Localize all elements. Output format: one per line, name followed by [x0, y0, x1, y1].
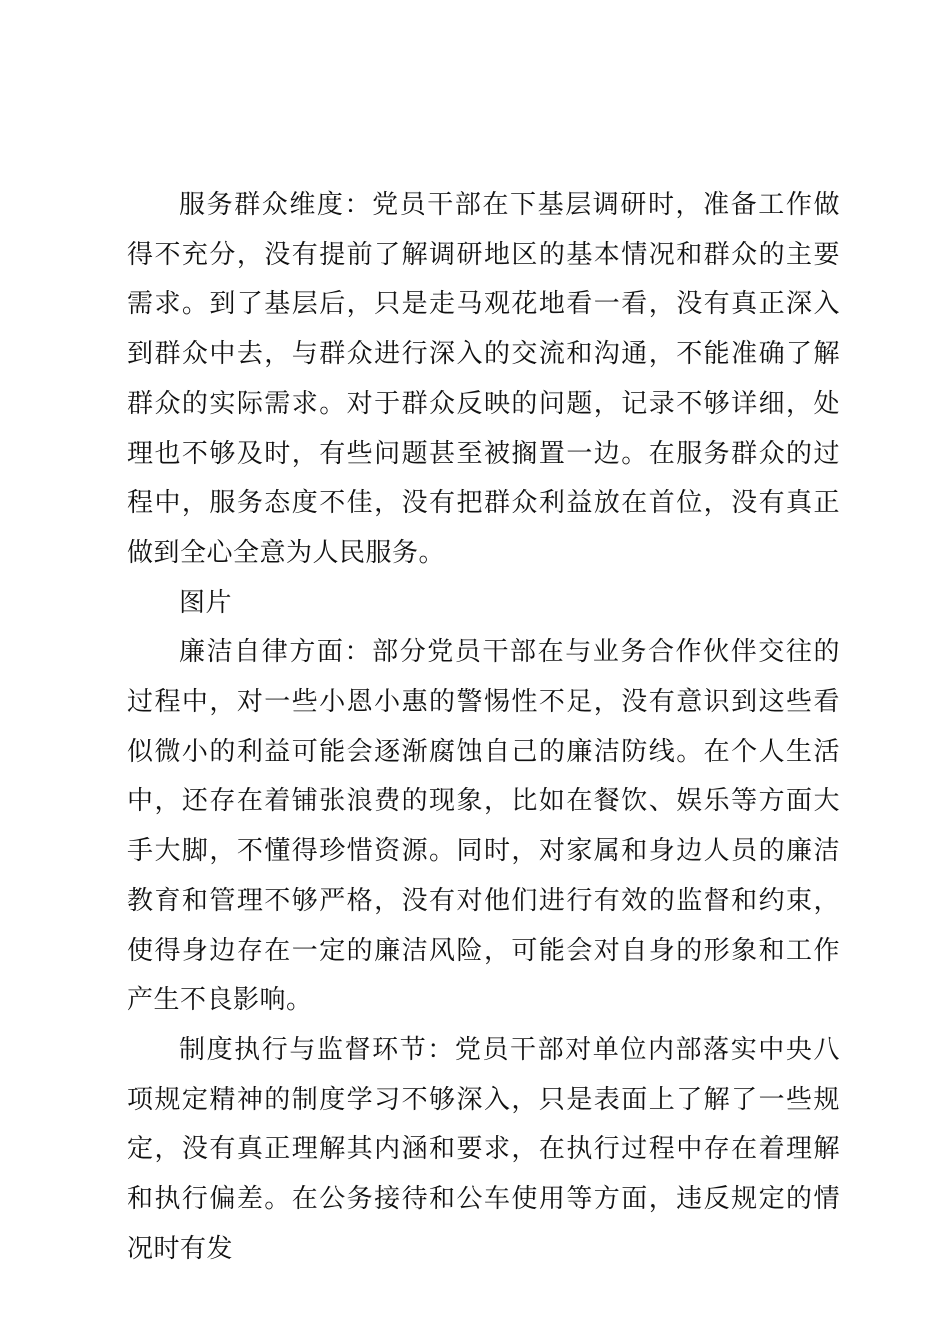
document-body [127, 181, 840, 1274]
paragraph-system-execution-supervision: 制度执行与监督环节：党员干部对单位内部落实中央八项规定精神的制度学习不够深入，只是表面上了解了一些规定，没有真正理解其内涵和要求，在执行过程中存在着理解和执行偏差。在公务接待和公车使用等方面，违反规定的情况时有发 [127, 1034, 840, 1264]
paragraph-image-placeholder: 图片 [179, 587, 233, 618]
paragraph-service-masses: 服务群众维度：党员干部在下基层调研时，准备工作做得不充分，没有提前了解调研地区的基本情况和群众的主要需求。到了基层后，只是走马观花地看一看，没有真正深入到群众中去，与群众进行深入的交流和沟通，不能准确了解群众的实际需求。对于群众反映的问题，记录不够详细，处理也不够及时，有些问题甚至被搁置一边。在服务群众的过程中，服务态度不佳，没有把群众利益放在首位，没有真正做到全心全意为人民服务。 [127, 190, 840, 568]
paragraph-integrity-self-discipline: 廉洁自律方面：部分党员干部在与业务合作伙伴交往的过程中，对一些小恩小惠的警惕性不足，没有意识到这些看似微小的利益可能会逐渐腐蚀自己的廉洁防线。在个人生活中，还存在着铺张浪费的现象，比如在餐饮、娱乐等方面大手大脚，不懂得珍惜资源。同时，对家属和身边人员的廉洁教育和管理不够严格，没有对他们进行有效的监督和约束，使得身边存在一定的廉洁风险，可能会对自身的形象和工作产生不良影响。 [127, 637, 840, 1016]
